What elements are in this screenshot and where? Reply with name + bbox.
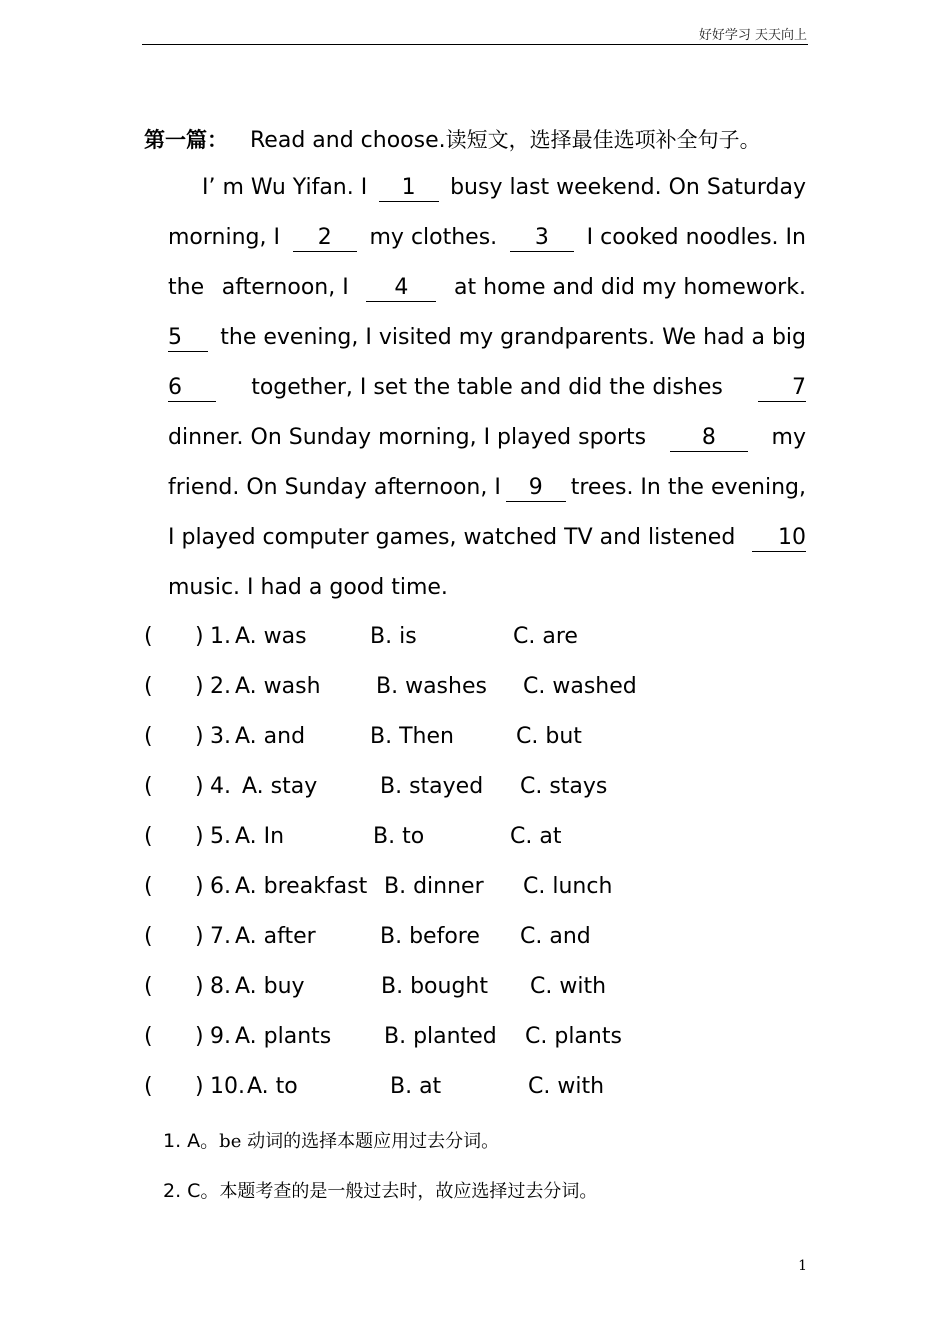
option-b[interactable]: B. stayed xyxy=(380,774,484,799)
option-b[interactable]: B. washes xyxy=(376,674,487,699)
instruction-chinese: 读短文，选择最佳选项补全句子。 xyxy=(445,128,761,152)
passage-line: I played computer games, watched TV and listened 10 xyxy=(168,525,806,550)
section-title xyxy=(144,124,761,154)
answer-note: 1. A。be 动词的选择本题应用过去分词。 xyxy=(163,1130,500,1152)
option-b[interactable]: B. Then xyxy=(370,724,454,749)
passage-line: I’ m Wu Yifan. I 1 busy last weekend. On Saturday xyxy=(202,175,806,200)
option-c[interactable]: C. plants xyxy=(525,1024,622,1049)
question-row: ( ) 8. A. buy B. bought C. with xyxy=(144,974,607,999)
option-c[interactable]: C. washed xyxy=(523,674,637,699)
passage-line: dinner. On Sunday morning, I played sports 8 my xyxy=(168,425,806,450)
question-row: ( ) 7. A. after B. before C. and xyxy=(144,924,591,949)
question-row: ( ) 2. A. wash B. washes C. washed xyxy=(144,674,637,699)
question-row: ( ) 4. A. stay B. stayed C. stays xyxy=(144,774,608,799)
blank-3: 3 xyxy=(510,225,574,252)
option-c[interactable]: C. with xyxy=(528,1074,605,1099)
option-a[interactable]: A. buy xyxy=(235,974,305,999)
option-b[interactable]: B. bought xyxy=(381,974,488,999)
blank-10: 10 xyxy=(752,525,806,552)
option-b[interactable]: B. before xyxy=(380,924,480,949)
passage-line: 6 together, I set the table and did the dishes 7 xyxy=(168,375,806,400)
blank-8: 8 xyxy=(670,425,748,452)
header-motto: 好好学习 天天向上 xyxy=(698,28,807,43)
option-c[interactable]: C. at xyxy=(510,824,562,849)
section-label: 第一篇： xyxy=(144,127,228,152)
option-a[interactable]: A. In xyxy=(235,824,285,849)
option-c[interactable]: C. and xyxy=(520,924,591,949)
option-a[interactable]: A. plants xyxy=(235,1024,332,1049)
passage-line: music. I had a good time. xyxy=(168,575,448,600)
option-b[interactable]: B. is xyxy=(370,624,417,649)
option-a[interactable]: A. and xyxy=(235,724,306,749)
option-a[interactable]: A. after xyxy=(235,924,316,949)
header-divider xyxy=(142,44,808,45)
option-b[interactable]: B. planted xyxy=(384,1024,497,1049)
blank-4: 4 xyxy=(366,275,436,302)
passage-line: 5 the evening, I visited my grandparents. We had a big xyxy=(168,325,806,350)
blank-2: 2 xyxy=(293,225,357,252)
option-b[interactable]: B. dinner xyxy=(384,874,484,899)
question-row: ( ) 10. A. to B. at C. with xyxy=(144,1074,605,1099)
option-a[interactable]: A. wash xyxy=(235,674,321,699)
passage-line: the afternoon, I 4 at home and did my homework. xyxy=(168,275,806,300)
passage-line: friend. On Sunday afternoon, I 9 trees. In the evening, xyxy=(168,475,806,500)
question-row: ( ) 9. A. plants B. planted C. plants xyxy=(144,1024,622,1049)
option-a[interactable]: A. was xyxy=(235,624,307,649)
blank-6: 6 xyxy=(168,375,216,402)
question-row: ( ) 3. A. and B. Then C. but xyxy=(144,724,582,749)
blank-9: 9 xyxy=(506,475,566,502)
question-row: ( ) 6. A. breakfast B. dinner C. lunch xyxy=(144,874,613,899)
blank-1: 1 xyxy=(379,175,439,202)
option-c[interactable]: C. are xyxy=(513,624,578,649)
option-a[interactable]: A. to xyxy=(247,1074,298,1099)
instruction-english: Read and choose. xyxy=(250,128,446,153)
option-c[interactable]: C. stays xyxy=(520,774,608,799)
option-b[interactable]: B. at xyxy=(390,1074,442,1099)
question-row: ( ) 1. A. was B. is C. are xyxy=(144,624,578,649)
option-c[interactable]: C. but xyxy=(516,724,582,749)
option-a[interactable]: A. breakfast xyxy=(235,874,368,899)
blank-5: 5 xyxy=(168,325,208,352)
answer-note: 2. C。本题考查的是一般过去时，故应选择过去分词。 xyxy=(163,1180,598,1202)
page-number: 1 xyxy=(798,1258,807,1274)
passage-line: morning, I 2 my clothes. 3 I cooked noodles. In xyxy=(168,225,806,250)
option-b[interactable]: B. to xyxy=(373,824,425,849)
option-a[interactable]: A. stay xyxy=(242,774,318,799)
option-c[interactable]: C. with xyxy=(530,974,607,999)
question-row: ( ) 5. A. In B. to C. at xyxy=(144,824,562,849)
blank-7: 7 xyxy=(758,375,806,402)
option-c[interactable]: C. lunch xyxy=(523,874,613,899)
